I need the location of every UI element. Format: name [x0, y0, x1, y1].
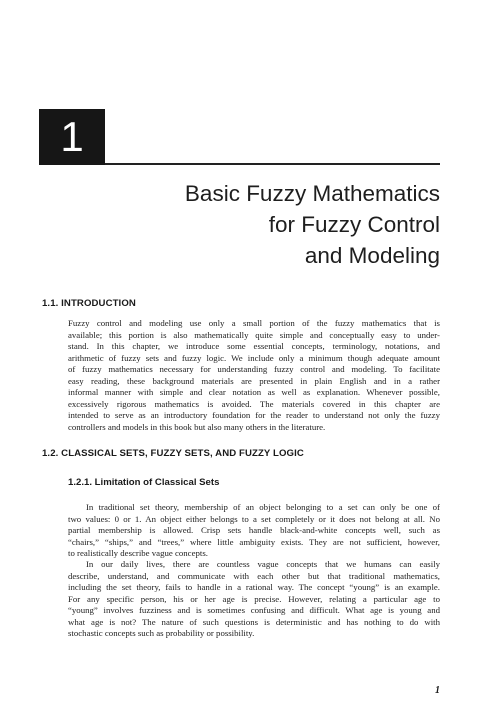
text-line: describe, understand, and communicate with each other but that traditional mathematics, — [68, 570, 440, 581]
text-line: “chairs,” “ships,” and “trees,” where little ambiguity exists. They are not sufficient, however, — [68, 536, 440, 547]
text-line: what age is not? The nature of such questions is deterministic and has nothing to do with — [68, 616, 440, 627]
text-line: two values: 0 or 1. An object either belongs to a set completely or it does not belong at all. No — [68, 513, 440, 524]
limitation-paragraph-2 — [68, 559, 440, 640]
chapter-rule — [105, 163, 440, 165]
text-line: arithmetic of fuzzy sets and fuzzy logic. We include only a minimum though adequate amount — [68, 352, 440, 363]
introduction-paragraph — [68, 318, 440, 433]
text-line: “young” involves fuzziness and is sometimes confusing and difficult. What age is young and — [68, 605, 440, 616]
text-line: easy reading, these background materials are presented in plain English and in a rather — [68, 375, 440, 386]
text-line: Fuzzy control and modeling use only a small portion of the fuzzy mathematics that is — [68, 318, 440, 328]
chapter-title — [80, 178, 440, 271]
text-line: to realistically describe vague concepts. — [68, 548, 208, 559]
text-line: stand. In this chapter, we introduce some essential concepts, terminology, notations, and — [68, 341, 440, 352]
text-line: informal manner with simple and clear notation as well as explanation. Whenever possible, — [68, 387, 440, 398]
text-line: excessively rigorous mathematics is avoided. The materials covered in this chapter are — [68, 398, 440, 409]
text-line: available; this portion is also mathematically quite simple and conceptually easy to under- — [68, 329, 440, 340]
section-heading-classical-sets: 1.2. CLASSICAL SETS, FUZZY SETS, AND FUZZY LOGIC — [42, 448, 304, 459]
section-heading-introduction: 1.1. INTRODUCTION — [42, 298, 136, 309]
chapter-title-line: Basic Fuzzy Mathematics — [184, 181, 440, 206]
text-line: controllers and models in this book but also many others in the literature. — [68, 421, 326, 432]
subsection-heading-limitation: 1.2.1. Limitation of Classical Sets — [68, 477, 220, 488]
chapter-title-line: and Modeling — [304, 243, 440, 268]
text-line: intended to serve as an introductory foundation for the reader to understand not only the fuzzy — [68, 410, 440, 421]
chapter-number-box — [39, 109, 105, 165]
text-line: In traditional set theory, membership of an object belonging to a set can only be one of — [86, 502, 440, 512]
chapter-title-line: for Fuzzy Control — [268, 212, 440, 237]
text-line: including the set theory, fails to handle in a rational way. The concept “young” is an example. — [68, 582, 440, 593]
text-line: For any specific person, his or her age is precise. However, relating a particular age to — [68, 593, 440, 604]
text-line: of fuzzy mathematics necessary for understanding fuzzy control and modeling. To facilitate — [68, 364, 440, 375]
text-line: partial membership is allowed. Crisp sets handle black-and-white concepts well, such as — [68, 525, 440, 536]
chapter-number: 1 — [60, 113, 84, 160]
text-line: stochastic concepts such as probability or possibility. — [68, 628, 255, 639]
limitation-paragraph-1 — [68, 502, 440, 560]
text-line: In our daily lives, there are countless vague concepts that we humans can easily — [86, 559, 440, 569]
page-number: 1 — [435, 685, 440, 696]
